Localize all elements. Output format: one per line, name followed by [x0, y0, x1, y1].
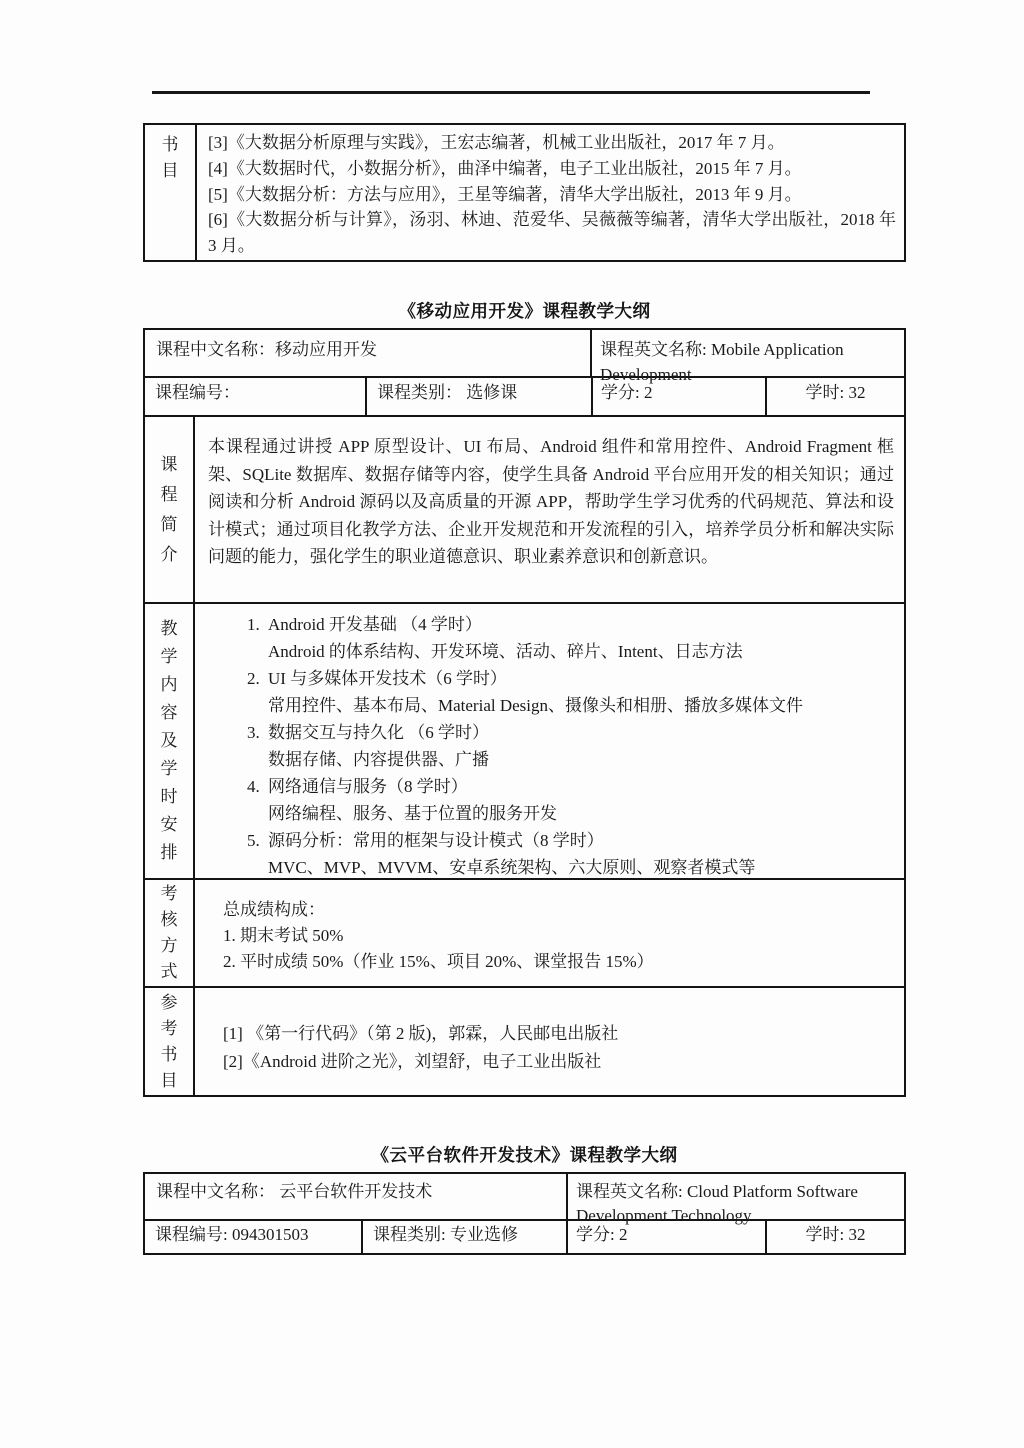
- book-list-header-char: 目: [161, 161, 179, 180]
- course-intro-header-char: 课: [160, 454, 178, 474]
- book-reference: [6]《大数据分析与计算》，汤羽、林迪、范爱华、吴薇薇等编著，清华大学出版社，2018 年 3 月。: [208, 210, 896, 256]
- teaching-content-item-title: [195, 827, 904, 854]
- teaching-content-header-char: 及: [160, 731, 178, 750]
- page-header-rule: [152, 91, 870, 94]
- assessment-line: 总成绩构成：: [223, 900, 325, 919]
- teaching-content-item: [195, 611, 904, 665]
- book-list-header: [145, 125, 197, 260]
- book-list-body: [197, 125, 904, 260]
- course-name-en-line1: 课程英文名称: Mobile Application: [600, 340, 844, 359]
- book-reference: [3]《大数据分析原理与实践》，王宏志编著，机械工业出版社，2017 年 7 月。: [208, 133, 785, 152]
- assessment-line: 2. 平时成绩 50%（作业 15%、项目 20%、课堂报告 15%）: [223, 952, 654, 971]
- teaching-content-header-char: 安: [160, 815, 178, 834]
- teaching-content-item-number: 4.: [247, 777, 260, 796]
- assessment-line: 1. 期末考试 50%: [223, 926, 344, 945]
- cloud-syllabus-title: 《云平台软件开发技术》课程教学大纲: [371, 1145, 678, 1165]
- teaching-content-header-char: 时: [160, 787, 178, 806]
- teaching-content-item-name: 网络通信与服务（8 学时）: [268, 777, 468, 796]
- reference-book: [2]《Android 进阶之光》，刘望舒，电子工业出版社: [223, 1051, 602, 1071]
- teaching-content-item: [195, 719, 904, 773]
- course-info-row: [145, 378, 904, 417]
- course-category-cell: 课程类别： 选修课: [367, 378, 593, 415]
- reference-books-header-char: 参: [160, 992, 178, 1012]
- course-intro-row: [145, 417, 904, 604]
- cloud-course-info-row: [145, 1221, 904, 1253]
- course-hours-cell: 学时: 32: [805, 383, 866, 402]
- cloud-course-name-en-line1: 课程英文名称: Cloud Platform Software: [576, 1182, 858, 1201]
- mobile-syllabus-title: 《移动应用开发》课程教学大纲: [398, 301, 651, 321]
- teaching-content-item-name: 源码分析：常用的框架与设计模式（8 学时）: [268, 831, 604, 850]
- teaching-content-row: [145, 604, 904, 880]
- teaching-content-item-name: UI 与多媒体开发技术（6 学时）: [268, 669, 507, 688]
- cloud-course-category-cell: 课程类别: 专业选修: [363, 1221, 568, 1253]
- course-intro-text: 本课程通过讲授 APP 原型设计、UI 布局、Android 组件和常用控件、Android Fragment 框架、SQLite 数据库、数据存储等内容，使学生具备 Android 平台应用开发的相关知识；通过阅读和分析 Android 源码以及高质量的开源 APP，帮助学生学习优秀的代码规范、算法和设计模式；通过项目化教学方法、企业开发规范和开发流程的引入，培养学员分析和解决实际问题的能力，强化学生的职业道德意识、职业素养意识和创新意识。: [208, 437, 894, 566]
- teaching-content-item-title: [195, 665, 904, 692]
- reference-books-header: [145, 988, 195, 1095]
- teaching-content-header: [145, 604, 195, 878]
- teaching-content-item: [195, 827, 904, 881]
- teaching-content-list: [195, 604, 904, 878]
- reference-books-row: [145, 988, 904, 1095]
- teaching-content-header-char: 学: [160, 759, 178, 778]
- teaching-content-item-detail: 网络编程、服务、基于位置的服务开发: [268, 804, 557, 823]
- teaching-content-item-detail: MVC、MVP、MVVM、安卓系统架构、六大原则、观察者模式等: [268, 858, 756, 877]
- reference-books-body: [195, 988, 904, 1095]
- teaching-content-header-char: 教: [160, 619, 178, 638]
- teaching-content-item: [195, 773, 904, 827]
- course-credits-cell: 学分: 2: [593, 378, 767, 415]
- teaching-content-header-char: 排: [160, 843, 178, 862]
- course-name-en-cell: [592, 330, 904, 384]
- cloud-course-name-cn-cell: 课程中文名称： 云平台软件开发技术: [145, 1174, 568, 1219]
- cloud-course-credits-cell: 学分: 2: [568, 1221, 767, 1253]
- teaching-content-item-detail: 常用控件、基本布局、Material Design、摄像头和相册、播放多媒体文件: [268, 696, 803, 715]
- course-intro-header: [145, 417, 195, 602]
- course-code-cell: 课程编号：: [145, 378, 367, 415]
- course-intro-header-char: 介: [160, 544, 178, 564]
- assessment-body: [195, 880, 904, 986]
- course-name-row: [145, 330, 904, 384]
- teaching-content-item-number: 5.: [247, 831, 260, 850]
- teaching-content-item-number: 2.: [247, 669, 260, 688]
- course-name-en-line2: Development: [600, 365, 692, 384]
- teaching-content-item-title: [195, 773, 904, 800]
- teaching-content-header-char: 内: [160, 675, 178, 694]
- cloud-course-code-cell: 课程编号: 094301503: [145, 1221, 363, 1253]
- teaching-content-item-number: 3.: [247, 723, 260, 742]
- assessment-header: [145, 880, 195, 986]
- teaching-content-item-title: [195, 719, 904, 746]
- book-list-header-char: 书: [161, 135, 179, 154]
- teaching-content-item-number: 1.: [247, 615, 260, 634]
- book-reference: [5]《大数据分析：方法与应用》，王星等编著，清华大学出版社，2013 年 9 月。: [208, 184, 802, 204]
- teaching-content-item-title: [195, 611, 904, 638]
- assessment-header-char: 考: [160, 884, 178, 903]
- cloud-course-name-en-cell: [568, 1174, 904, 1225]
- reference-books-header-char: 书: [160, 1044, 178, 1064]
- book-list-table: [143, 123, 906, 262]
- course-intro-header-char: 程: [160, 484, 178, 504]
- assessment-header-char: 方: [160, 936, 178, 955]
- teaching-content-item-name: 数据交互与持久化 （6 学时）: [268, 723, 489, 742]
- teaching-content-item: [195, 665, 904, 719]
- teaching-content-item-detail: 数据存储、内容提供器、广播: [268, 750, 489, 769]
- mobile-course-table: [143, 328, 906, 1097]
- cloud-course-name-en-line2: Development Technology: [576, 1206, 752, 1225]
- teaching-content-item-name: Android 开发基础 （4 学时）: [268, 615, 482, 634]
- teaching-content-item-detail: Android 的体系结构、开发环境、活动、碎片、Intent、日志方法: [268, 642, 743, 661]
- assessment-header-char: 式: [160, 962, 178, 981]
- assessment-header-char: 核: [160, 910, 178, 929]
- reference-book: [1] 《第一行代码》（第 2 版)，郭霖，人民邮电出版社: [223, 1024, 619, 1043]
- book-list-row: [145, 125, 904, 260]
- assessment-row: [145, 880, 904, 988]
- reference-books-header-char: 目: [160, 1070, 178, 1090]
- course-intro-header-char: 简: [160, 514, 178, 534]
- teaching-content-header-char: 学: [160, 647, 178, 666]
- reference-books-header-char: 考: [160, 1018, 178, 1038]
- cloud-course-name-row: [145, 1174, 904, 1225]
- cloud-course-hours-cell: 学时: 32: [805, 1225, 866, 1244]
- teaching-content-header-char: 容: [160, 703, 178, 722]
- course-name-cn-cell: 课程中文名称：移动应用开发: [145, 330, 592, 376]
- cloud-course-table: [143, 1172, 906, 1255]
- book-reference: [4]《大数据时代，小数据分析》，曲泽中编著，电子工业出版社，2015 年 7 月。: [208, 158, 802, 178]
